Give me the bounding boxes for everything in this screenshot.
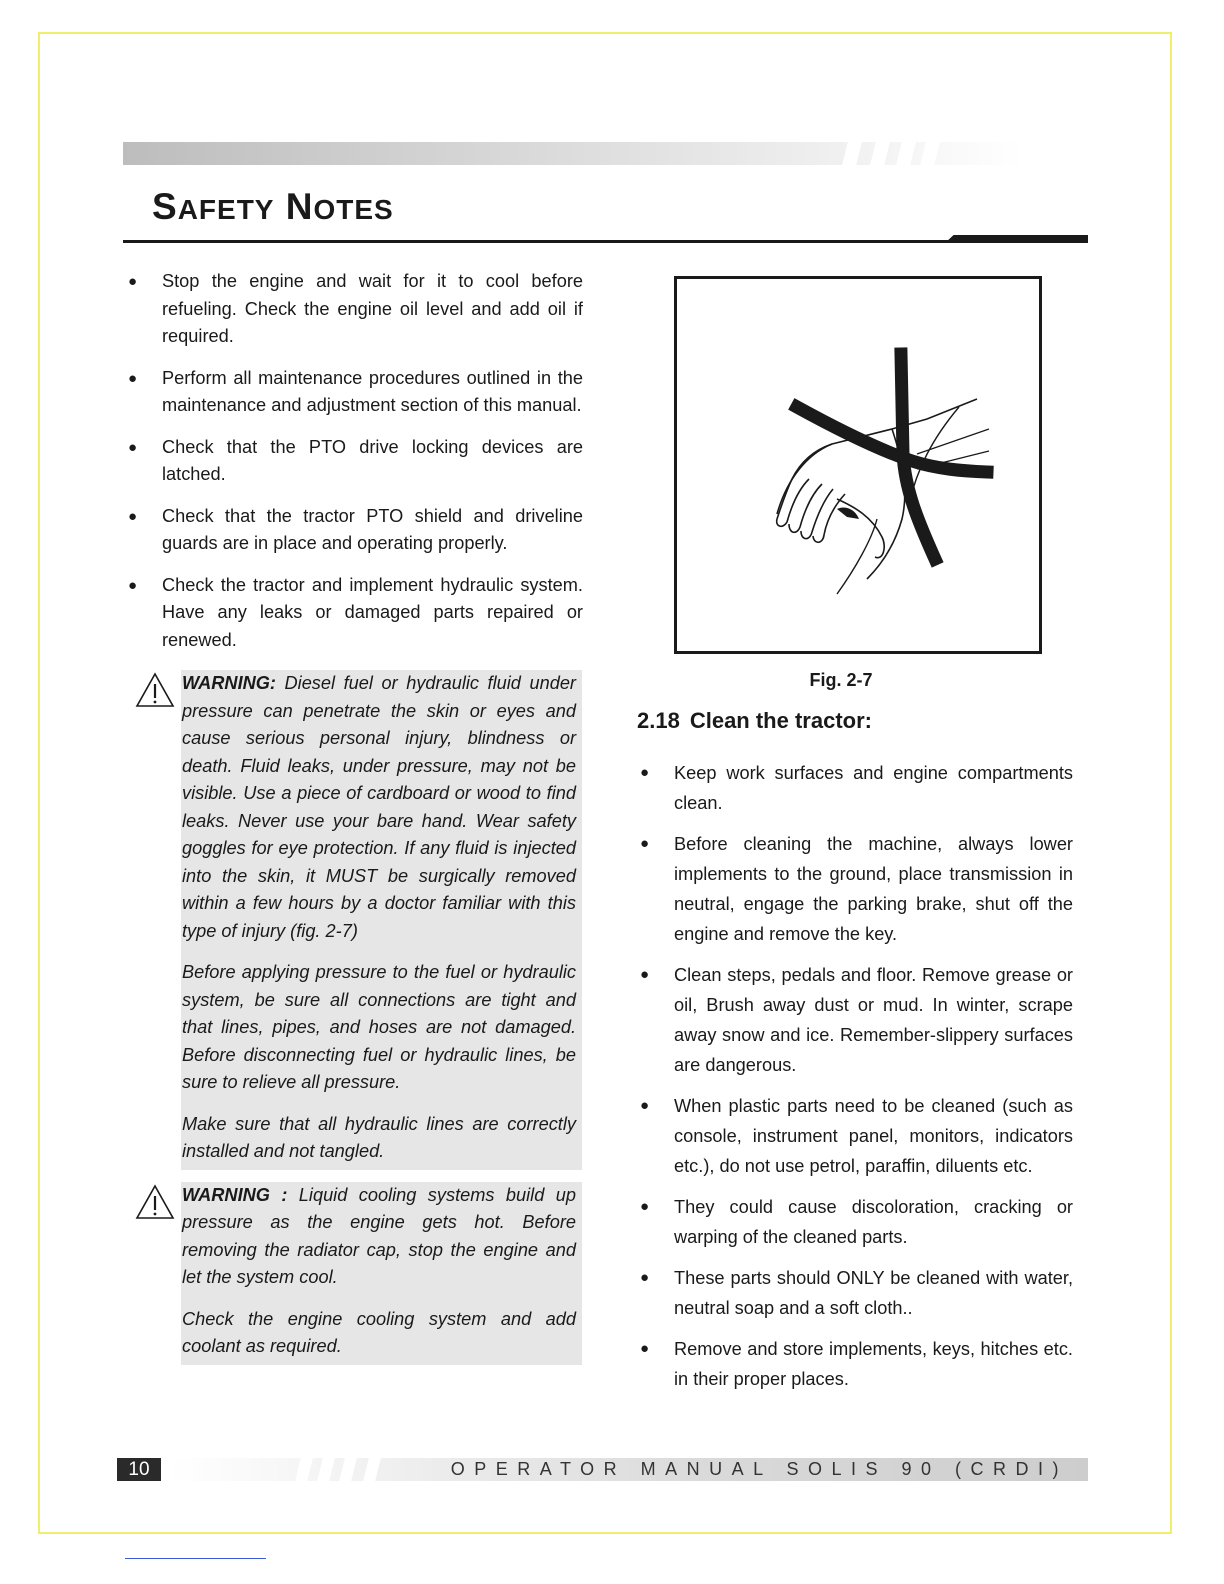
list-item: ● Stop the engine and wait for it to cool before refueling. Check the engine oil level and add oil if required.	[123, 268, 583, 351]
bullet-icon: ●	[128, 273, 138, 290]
warning-text: Before applying pressure to the fuel or hydraulic system, be sure all connections are tight and that lines, pipes, and hoses are not damaged. Before disconnecting fuel or hydraulic lines, be sure to relieve all pressure.	[182, 962, 576, 1092]
warning-block-cooling	[181, 1182, 582, 1365]
warning-triangle-icon	[135, 672, 175, 708]
warning-text: Make sure that all hydraulic lines are correctly installed and not tangled.	[182, 1113, 576, 1161]
figure-hand-no-touch	[674, 276, 1042, 654]
bullet-icon: ●	[128, 576, 138, 594]
section-heading: 2.18 Clean the tractor:	[637, 708, 872, 733]
list-item: ● Check the tractor and implement hydraulic system. Have any leaks or damaged parts repaired or renewed.	[123, 572, 583, 655]
header-decor-bar	[123, 142, 1023, 165]
list-item: ● When plastic parts need to be cleaned (such as console, instrument panel, monitors, indicators etc.), do not use petrol, paraffin, diluents etc.	[637, 1091, 1073, 1181]
list-item: ● These parts should ONLY be cleaned with water, neutral soap and a soft cloth..	[637, 1263, 1073, 1323]
list-item: ● Check that the tractor PTO shield and driveline guards are in place and operating properly.	[123, 503, 583, 558]
warning-block-fluid	[181, 670, 582, 1170]
list-item: ● Clean steps, pedals and floor. Remove grease or oil, Brush away dust or mud. In winter, scrape away snow and ice. Remember-slippery surfaces are dangerous.	[637, 960, 1073, 1080]
list-item: ● Before cleaning the machine, always lower implements to the ground, place transmission in neutral, engage the parking brake, shut off the engine and remove the key.	[637, 829, 1073, 949]
bullet-icon: ●	[128, 438, 138, 456]
bullet-icon: ●	[640, 1340, 650, 1357]
list-item: ● Keep work surfaces and engine compartments clean.	[637, 758, 1073, 818]
bullet-icon: ●	[640, 966, 650, 983]
list-item: ● Check that the PTO drive locking devices are latched.	[123, 434, 583, 489]
list-item: ● Remove and store implements, keys, hitches etc. in their proper places.	[637, 1334, 1073, 1394]
warning-triangle-icon	[135, 1184, 175, 1220]
header-rule	[123, 240, 1088, 243]
warning-label: WARNING :	[182, 1184, 288, 1205]
page-title: SAFETY NOTES	[152, 186, 394, 227]
list-item: ● They could cause discoloration, cracking or warping of the cleaned parts.	[637, 1192, 1073, 1252]
header-rule-accent	[945, 235, 1088, 243]
list-item: ● Perform all maintenance procedures outlined in the maintenance and adjustment section of this manual.	[123, 365, 583, 420]
hand-with-cross-icon	[677, 279, 1039, 651]
warning-text: Check the engine cooling system and add coolant as required.	[182, 1308, 576, 1356]
figure-caption: Fig. 2-7	[809, 670, 873, 690]
right-column	[637, 708, 1073, 1405]
cleaning-bullet-list	[637, 758, 1073, 1394]
bullet-icon: ●	[640, 1097, 650, 1114]
bullet-icon: ●	[640, 1269, 650, 1286]
bullet-icon: ●	[640, 1198, 650, 1215]
warning-text: WARNING : Liquid cooling systems build up pressure as the engine gets hot. Before removing the radiator cap, stop the engine and let the system cool.	[182, 1184, 576, 1287]
left-column	[123, 268, 583, 1365]
manual-title: OPERATOR MANUAL SOLIS 90 (CRDI)	[450, 1459, 1068, 1479]
safety-bullet-list	[123, 268, 583, 654]
warning-label: WARNING:	[182, 673, 276, 693]
warning-text: WARNING: Diesel fuel or hydraulic fluid under pressure can penetrate the skin or eyes and cause serious personal injury, blindness or death. Fluid leaks, under pressure, may not be visible. Use a piece of cardboard or wood to find leaks. Never use your bare hand. Wear safety goggles for eye protection. If any fluid is injected into the skin, it MUST be surgically removed within a few hours by a doctor familiar with this type of injury (fig. 2-7)	[182, 673, 576, 941]
bullet-icon: ●	[128, 507, 138, 525]
bullet-icon: ●	[640, 835, 650, 852]
page-number: 10	[117, 1458, 161, 1481]
footer-bar	[170, 1458, 1088, 1481]
bullet-icon: ●	[640, 764, 650, 781]
bottom-link-underline	[125, 1558, 266, 1559]
bullet-icon: ●	[128, 369, 138, 387]
